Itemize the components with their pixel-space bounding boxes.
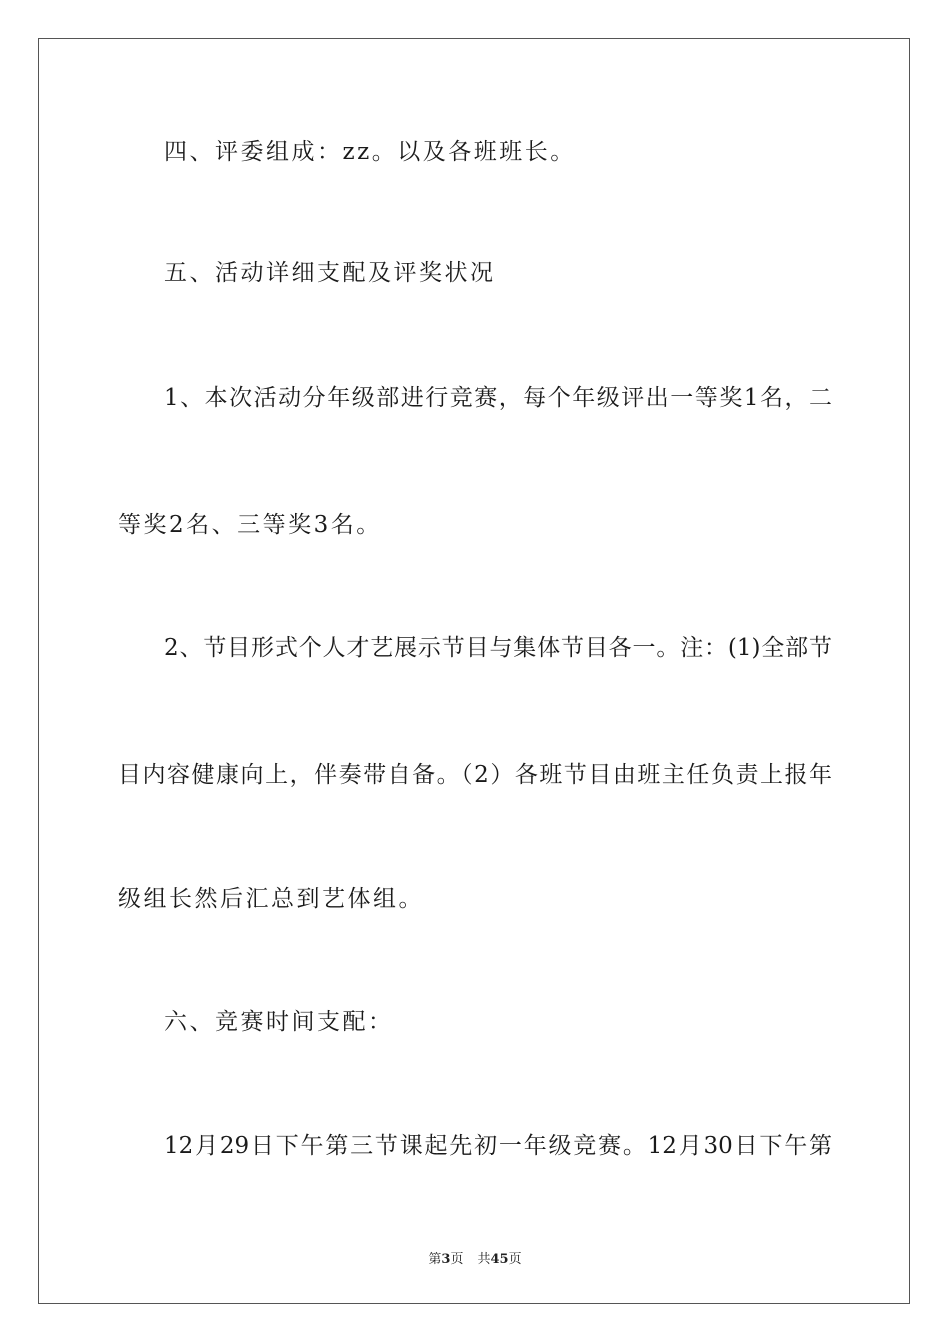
item-two-line-1: 2、节目形式个人才艺展示节目与集体节目各一。注：(1)全部节: [164, 635, 832, 661]
footer-page-prefix: 第: [428, 1252, 442, 1267]
footer-page-suffix: 页: [450, 1252, 464, 1267]
item-two-line-2: 目内容健康向上，伴奏带自备。（2）各班节目由班主任负责上报年: [118, 762, 832, 788]
footer-total-suffix: 页: [508, 1252, 522, 1267]
page-footer: [0, 1248, 950, 1267]
item-one-line-2: 等奖2名、三等奖3名。: [118, 512, 382, 538]
footer-total-prefix: 共: [477, 1252, 491, 1267]
page-border: [38, 38, 910, 1304]
item-two-line-3: 级组长然后汇总到艺体组。: [118, 886, 424, 912]
section-six-heading: 六、竞赛时间支配：: [164, 1009, 394, 1035]
item-one-line-1: 1、本次活动分年级部进行竞赛，每个年级评出一等奖1名，二: [164, 385, 832, 411]
footer-page-number: 3: [441, 1252, 451, 1267]
section-four-judges: 四、评委组成：zz。以及各班班长。: [164, 139, 576, 165]
footer-total-pages: 45: [490, 1252, 509, 1267]
schedule-line-1: 12月29日下午第三节课起先初一年级竞赛。12月30日下午第: [164, 1133, 832, 1159]
section-five-heading: 五、活动详细支配及评奖状况: [164, 260, 496, 286]
